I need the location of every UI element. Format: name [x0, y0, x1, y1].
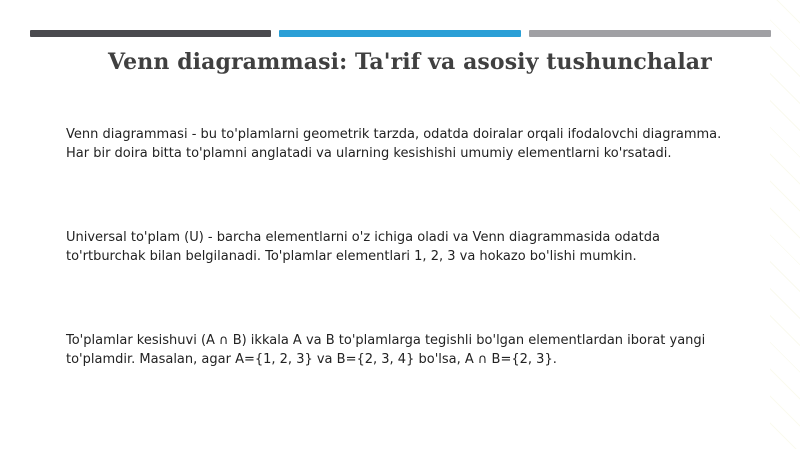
decorative-pattern [770, 0, 800, 449]
header-bar-gray [529, 30, 771, 37]
header-bar-dark [30, 30, 271, 37]
paragraph-definition: Venn diagrammasi - bu to'plamlarni geometrik tarzda, odatda doiralar orqali ifodalovchi diagramma. Har bir doira bitta to'plamni anglatadi va ularning kesishishi umumiy elementlarni ko'rsatadi. [66, 127, 722, 161]
paragraph-universal-set: Universal to'plam (U) - barcha elementlarni o'z ichiga oladi va Venn diagrammasida odatda to'rtburchak bilan belgilanadi. To'plamlar elementlari 1, 2, 3 va hokazo bo'lishi mumkin. [66, 230, 660, 264]
paragraph-intersection: To'plamlar kesishuvi (A ∩ B) ikkala A va B to'plamlarga tegishli bo'lgan elementlardan iborat yangi to'plamdir. Masalan, agar A={1, 2, 3} va B={2, 3, 4} bo'lsa, A ∩ B={2, 3}. [66, 333, 706, 367]
header-bar-blue [279, 30, 521, 37]
slide-title: Venn diagrammasi: Ta'rif va asosiy tushunchalar [108, 49, 712, 75]
